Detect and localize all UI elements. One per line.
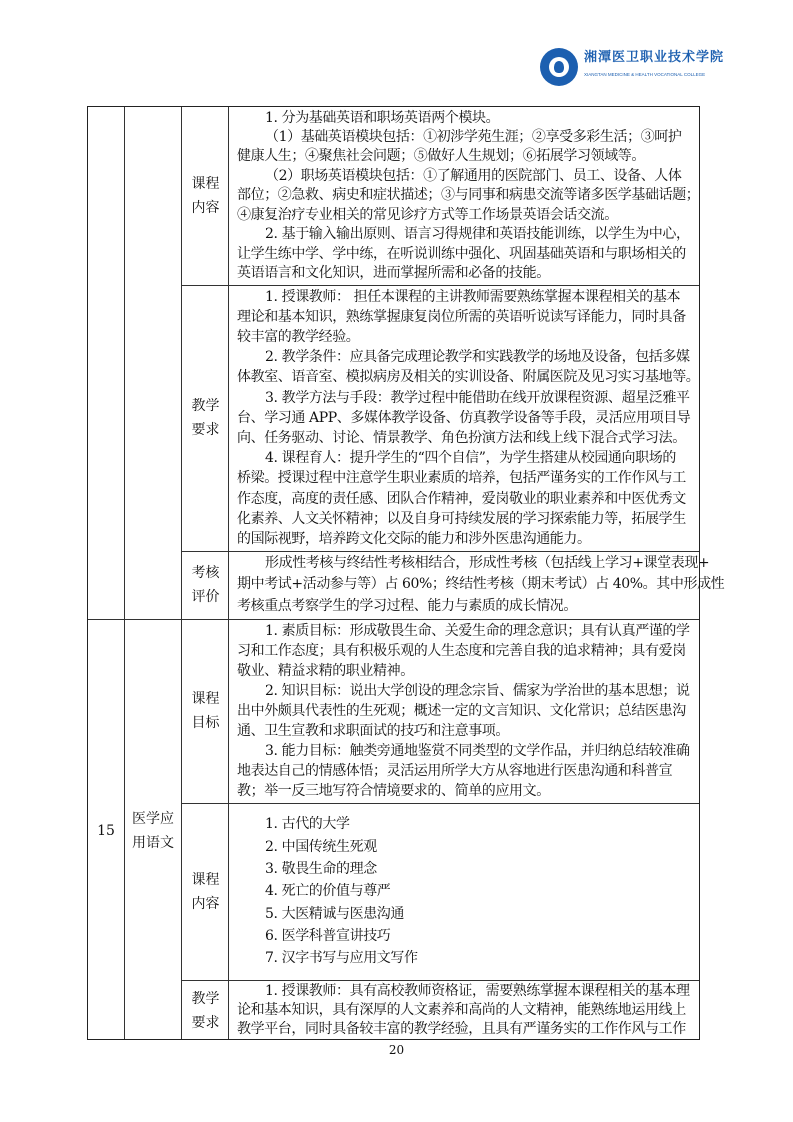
teaching-requirements-text [237,287,699,550]
text-line: 台、学习通 APP、多媒体教学设备、仿真教学设备等手段，灵活应用项目导 [237,409,691,426]
text-line: 2. 中国传统生死观 [265,838,377,855]
course-goals-label [182,687,229,735]
course-content-text [237,813,699,969]
text-line: 1. 分为基础英语和职场英语两个模块。 [265,109,500,126]
page-number: 20 [388,1043,405,1057]
text-line: 6. 医学科普宣讲技巧 [265,927,391,944]
text-line: 教学平台，同时具备较丰富的教学经验，且具有严谨务实的工作作风与工作 [237,1021,686,1038]
label-line: 评价 [191,589,220,605]
course-name-line: 用语文 [132,835,174,851]
text-line: 论和基本知识，具有深厚的人文素养和高尚的人文精神，能熟练地运用线上 [237,1001,686,1018]
text-line: 4. 课程育人：提升学生的“四个自信”，为学生搭建从校园通向职场的 [265,450,676,467]
text-line: 部位；②急救、病史和症状描述；③与同事和病患交流等诸多医学基础话题； [237,187,700,204]
divider [181,803,699,804]
text-line: 出中外颇具代表性的生死观；概述一定的文言知识、文化常识；总结医患沟 [237,702,686,719]
curriculum-table [87,106,725,1040]
text-line: 作态度，高度的责任感、团队合作精神，爱岗敬业的职业素养和中医优秀文 [237,490,686,507]
text-line: 3. 教学方法与手段：教学过程中能借助在线开放课程资源、超星泛雅平 [265,389,690,406]
text-line: 体教室、语音室、模拟病房及相关的实训设备、附属医院及见习实习基地等。 [237,369,700,386]
teaching-requirements-text [237,982,699,1040]
college-logo [540,48,725,88]
text-line: 1. 古代的大学 [265,816,350,833]
label-line: 教学 [191,990,220,1007]
text-line: 3. 能力目标：触类旁通地鉴赏不同类型的文学作品，并归纳总结较准确 [265,743,690,760]
text-line: ④康复治疗专业相关的常见诊疗方式等工作场景英语会话交流。 [237,206,618,223]
label-line: 要求 [191,1014,220,1031]
label-line: 内容 [191,200,220,216]
text-line: 2. 基于输入输出原则、语言习得规律和英语技能训练，以学生为中心， [265,226,690,243]
course-content-label [182,172,229,220]
label-line: 教学 [191,398,220,414]
label-line: 目标 [191,715,220,731]
label-line: 课程 [191,691,220,707]
assessment-label [182,561,229,609]
text-line: 英语语言和文化知识，进而掌握所需和必备的技能。 [237,265,550,281]
label-line: 内容 [191,895,220,912]
course-goals-text [237,621,699,802]
course-name [125,807,181,855]
text-line: 7. 汉字书写与应用文写作 [265,950,418,967]
college-name-en: XIANGTAN MEDICINE & HEALTH VOCATIONAL COLLEGE [584,72,706,77]
text-line: 敬业、精益求精的职业精神。 [237,662,414,679]
text-line: 教；举一反三地写符合情境要求的、简单的应用文。 [237,783,550,800]
text-line: 化素养、人文关怀精神；以及自身可持续发展的学习探索能力等，拓展学生 [237,510,686,527]
label-line: 课程 [191,871,220,888]
text-line: 向、任务驱动、讨论、情景教学、角色扮演方法和线上线下混合式学习法。 [237,430,686,447]
text-line: 理论和基本知识，熟练掌握康复岗位所需的英语听说读写译能力，同时具备 [237,308,686,325]
text-line: 1. 授课教师： 担任本课程的主讲教师需要熟练掌握本课程相关的基本 [265,288,681,305]
text-line: 5. 大医精诚与医患沟通 [265,905,405,922]
label-line: 考核 [191,565,220,581]
divider [124,107,125,1039]
course-name-line: 医学应 [132,811,174,827]
text-line: 1. 素质目标：形成敬畏生命、关爱生命的理念意识；具有认真严谨的学 [265,622,690,639]
college-emblem-icon [540,48,578,86]
course-content-text [237,109,699,284]
text-line: 2. 知识目标：说出大学创设的理念宗旨、儒家为学治世的基本思想；说 [265,682,690,699]
text-line: 较丰富的教学经验。 [237,328,360,345]
text-line: 的国际视野，培养跨文化交际的能力和涉外医患沟通能力。 [237,531,591,548]
text-line: 让学生练中学、学中练，在听说训练中强化、巩固基础英语和与职场相关的 [237,245,686,262]
text-line: 健康人生；④聚焦社会问题；⑤做好人生规划；⑥拓展学习领域等。 [237,148,645,165]
college-name-cn: 湘潭医卫职业技术学院 [584,50,725,65]
text-line: 形成性考核与终结性考核相结合，形成性考核（包括线上学习+课堂表现+ [265,554,710,571]
text-line: 考核重点考察学生的学习过程、能力与素质的成长情况。 [237,597,577,614]
text-line: （2）职场英语模块包括：①了解通用的医院部门、员工、设备、人体 [265,167,682,184]
text-line: 习和工作态度；具有积极乐观的人生态度和完善自我的追求精神；具有爱岗 [237,642,686,659]
label-line: 要求 [191,422,220,438]
text-line: （1）基础英语模块包括：①初涉学苑生涯；②享受多彩生活；③呵护 [265,128,682,145]
teaching-requirements-label [182,394,229,442]
teaching-requirements-label [182,987,229,1035]
course-content-label [182,868,229,916]
assessment-text [237,553,725,618]
text-line: 3. 敬畏生命的理念 [265,861,377,878]
text-line: 通、卫生宣教和求职面试的技巧和注意事项。 [237,723,509,740]
text-line: 2. 教学条件：应具备完成理论教学和实践教学的场地及设备，包括多媒 [265,349,690,366]
text-line: 期中考试+活动参与等）占 60%；终结性考核（期末考试）占 40%。其中形成性 [237,576,725,593]
course-number: 15 [97,823,115,839]
text-line: 地表达自己的情感体悟；灵活运用所学大方从容地进行医患沟通和科普宣 [237,763,673,780]
text-line: 桥梁。授课过程中注意学生职业素质的培养，包括严谨务实的工作作风与工 [237,470,686,487]
text-line: 4. 死亡的价值与尊严 [265,883,391,900]
label-line: 课程 [191,176,220,192]
text-line: 1. 授课教师：具有高校教师资格证，需要熟练掌握本课程相关的基本理 [265,982,690,999]
